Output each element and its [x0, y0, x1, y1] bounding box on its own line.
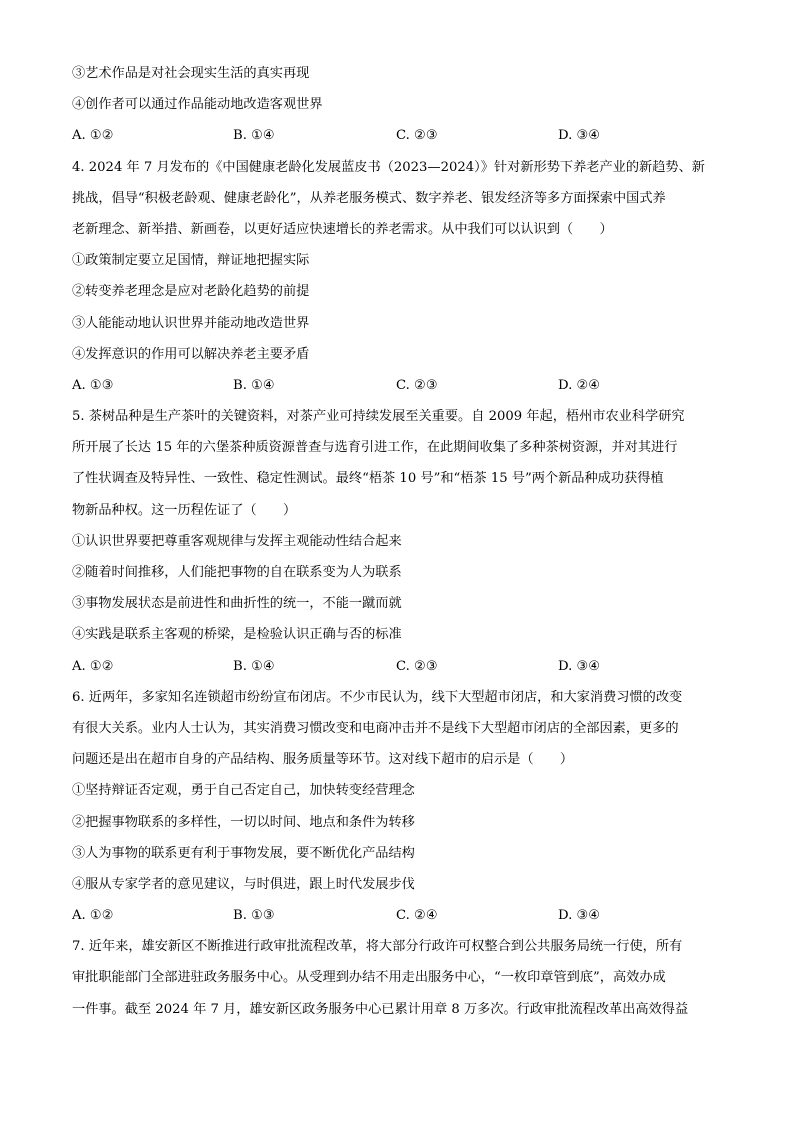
- options-row: [72, 651, 722, 682]
- question-stem: 5. 茶树品种是生产茶叶的关键资料，对茶产业可持续发展至关重要。自 2009 年起，梧州市农业科学研究: [72, 409, 685, 425]
- option-b: B. ①④: [233, 128, 275, 144]
- option-c: C. ②③: [396, 658, 438, 674]
- question-stem: 了性状调查及特异性、一致性、稳定性测试。最终“梧茶 10 号”和“梧茶 15 号”两个新品种成功获得植: [72, 471, 664, 487]
- statement: ①政策制定要立足国情，辩证地把握实际: [72, 253, 310, 269]
- statement: ④创作者可以通过作品能动地改造客观世界: [72, 97, 323, 113]
- question-stem: 一件事。截至 2024 年 7 月，雄安新区政务服务中心已累计用章 8 万多次。行政审批流程改革出高效得益: [72, 1001, 689, 1017]
- question-stem: 6. 近两年，多家知名连锁超市纷纷宣布闭店。不少市民认为，线下大型超市闭店，和大家消费习惯的改变: [72, 689, 683, 705]
- question-stem: 有很大关系。业内人士认为，其实消费习惯改变和电商冲击并不是线下大型超市闭店的全部因素，更多的: [72, 720, 679, 736]
- option-d: D. ③④: [558, 658, 601, 674]
- statement: ③人能能动地认识世界并能动地改造世界: [72, 315, 310, 331]
- question-7: [72, 931, 722, 1025]
- option-b: B. ①③: [233, 908, 275, 924]
- option-a: A. ①②: [72, 908, 114, 924]
- options-row: [72, 370, 722, 401]
- statement: ②随着时间推移，人们能把事物的自在联系变为人为联系: [72, 565, 402, 580]
- question-stem: 4. 2024 年 7 月发布的《中国健康老龄化发展蓝皮书（2023—2024）》针对新形势下养老产业的新趋势、新: [72, 159, 705, 175]
- statement: ①认识世界要把尊重客观规律与发挥主观能动性结合起来: [72, 533, 402, 549]
- question-6: [72, 682, 722, 932]
- option-b: B. ①④: [233, 658, 275, 674]
- option-b: B. ①④: [233, 377, 275, 393]
- question-stem: 老新理念、新举措、新画卷，以更好适应快速增长的养老需求。从中我们可以认识到（ ）: [72, 221, 613, 237]
- option-c: C. ②④: [396, 908, 438, 924]
- question-stem: 所开展了长达 15 年的六堡茶种质资源普查与选育引进工作，在此期间收集了多种茶树资源，并对其进行: [72, 440, 678, 456]
- option-a: A. ①②: [72, 128, 114, 144]
- option-d: D. ③④: [558, 908, 601, 924]
- option-d: D. ②④: [558, 377, 601, 393]
- option-c: C. ②③: [396, 128, 438, 144]
- question-5: [72, 401, 722, 682]
- statement: ④实践是联系主客观的桥梁，是检验认识正确与否的标准: [72, 627, 402, 643]
- question-stem: 物新品种权。这一历程佐证了（ ）: [72, 502, 297, 518]
- statement: ①坚持辩证否定观，勇于自己否定自己，加快转变经营理念: [72, 783, 415, 799]
- statement: ④服从专家学者的意见建议，与时俱进，跟上时代发展步伐: [72, 876, 415, 892]
- option-a: A. ①③: [72, 377, 114, 393]
- option-d: D. ③④: [558, 128, 601, 144]
- question-stem: 审批职能部门全部进驻政务服务中心。从受理到办结不用走出服务中心，“一枚印章管到底”，高效办成: [72, 970, 666, 986]
- statement: ③人为事物的联系更有利于事物发展，要不断优化产品结构: [72, 845, 415, 861]
- option-c: C. ②③: [396, 377, 438, 393]
- statement: ④发挥意识的作用可以解决养老主要矛盾: [72, 346, 310, 362]
- statement: ②转变养老理念是应对老龄化趋势的前提: [72, 284, 310, 300]
- question-stem: 挑战，倡导“积极老龄观、健康老龄化”，从养老服务模式、数字养老、银发经济等多方面探索中国式养: [72, 190, 666, 206]
- question-stem: 7. 近年来，雄安新区不断推进行政审批流程改革，将大部分行政许可权整合到公共服务局统一行使，所有: [72, 939, 683, 955]
- option-a: A. ①②: [72, 658, 114, 674]
- options-row: [72, 900, 722, 931]
- question-3-continuation: [72, 58, 722, 152]
- statement: ③艺术作品是对社会现实生活的真实再现: [72, 66, 310, 81]
- statement: ③事物发展状态是前进性和曲折性的统一，不能一蹴而就: [72, 596, 402, 612]
- question-stem: 问题还是出在超市自身的产品结构、服务质量等环节。这对线下超市的启示是（ ）: [72, 752, 574, 768]
- statement: ②把握事物联系的多样性，一切以时间、地点和条件为转移: [72, 814, 415, 830]
- exam-page: [72, 58, 722, 1025]
- options-row: [72, 120, 722, 151]
- question-4: [72, 152, 722, 402]
